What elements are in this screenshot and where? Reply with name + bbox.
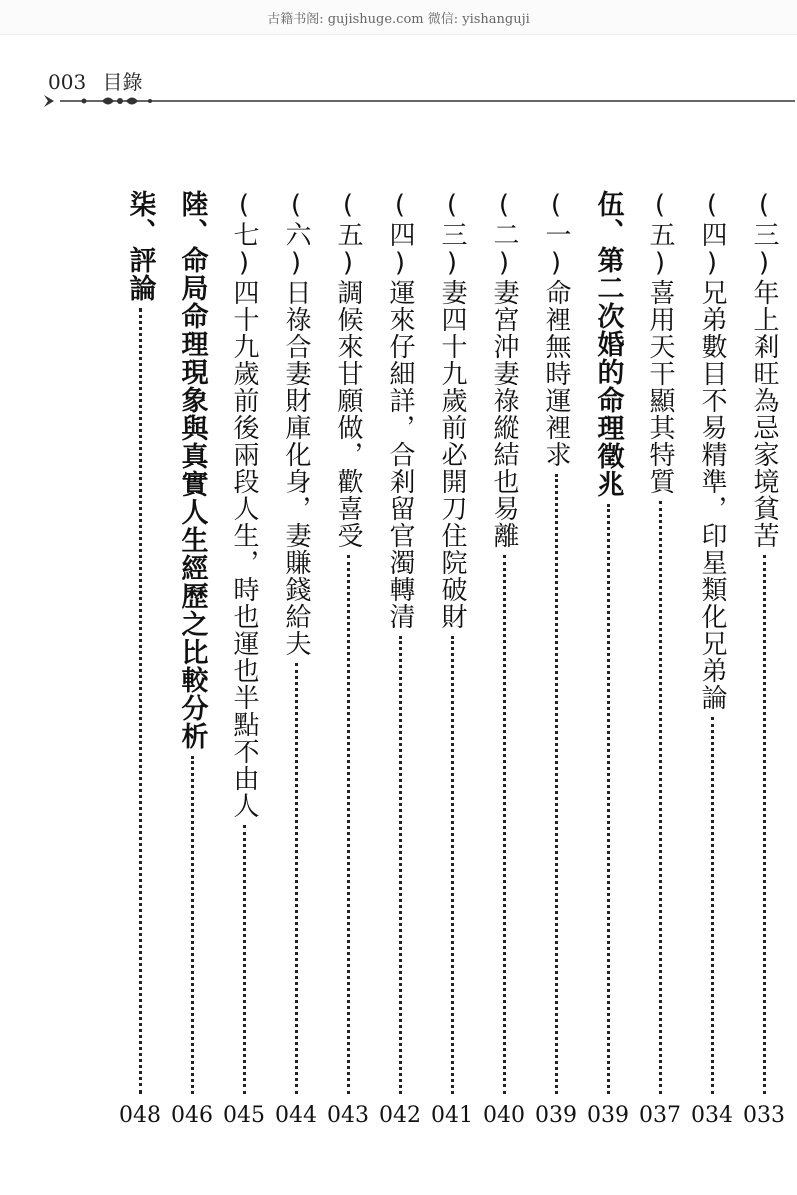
page-number: 003 bbox=[48, 70, 87, 94]
toc-page-number: 048 bbox=[119, 1103, 161, 1128]
toc-entry[interactable] bbox=[738, 190, 790, 1128]
leader-dots bbox=[503, 555, 506, 1094]
leader-dots bbox=[451, 636, 454, 1094]
toc-entry[interactable] bbox=[374, 190, 426, 1128]
leader-dots bbox=[659, 501, 662, 1094]
toc-page-number: 044 bbox=[275, 1103, 317, 1128]
toc-entry[interactable] bbox=[634, 190, 686, 1128]
toc-entry-title: 柒、評論 bbox=[124, 190, 156, 302]
leader-dots bbox=[711, 717, 714, 1094]
leader-dots bbox=[243, 825, 246, 1094]
leader-dots bbox=[347, 555, 350, 1094]
leader-dots bbox=[399, 636, 402, 1094]
leader-dots bbox=[555, 474, 558, 1094]
toc-entry[interactable] bbox=[166, 190, 218, 1128]
toc-entry-title: (五)喜用天干顯其特質 bbox=[645, 190, 675, 495]
toc-page-number: 039 bbox=[535, 1103, 577, 1128]
toc-entry[interactable] bbox=[426, 190, 478, 1128]
page-title: 目錄 bbox=[102, 70, 143, 94]
toc-entry[interactable] bbox=[322, 190, 374, 1128]
toc-entry-title: (七)四十九歲前後兩段人生，時也運也半點不由人 bbox=[229, 190, 259, 819]
toc-entry[interactable] bbox=[478, 190, 530, 1128]
leader-dots bbox=[139, 308, 142, 1094]
toc-entry[interactable] bbox=[270, 190, 322, 1128]
toc-entry[interactable] bbox=[686, 190, 738, 1128]
toc-entry-title: (三)妻四十九歲前必開刀住院破財 bbox=[437, 190, 467, 630]
toc-page-number: 040 bbox=[483, 1103, 525, 1128]
toc-entry-title: (一)命裡無時運裡求 bbox=[541, 190, 571, 468]
watermark-bar bbox=[0, 0, 797, 35]
toc-page-number: 046 bbox=[171, 1103, 213, 1128]
watermark-text: 古籍书阁: gujishuge.com 微信: yishanguji bbox=[267, 12, 530, 27]
toc-entry-title: 伍、第二次婚的命理徵兆 bbox=[592, 190, 624, 498]
toc-entry-title: (二)妻宮沖妻祿縱結也易離 bbox=[489, 190, 519, 549]
toc-page-number: 045 bbox=[223, 1103, 265, 1128]
leader-dots bbox=[295, 663, 298, 1094]
toc-page-number: 034 bbox=[691, 1103, 733, 1128]
leader-dots bbox=[607, 504, 610, 1094]
toc-entry[interactable] bbox=[582, 190, 634, 1128]
toc-entry-title: (三)年上剎旺為忌家境貧苦 bbox=[749, 190, 779, 549]
toc-entry[interactable] bbox=[114, 190, 166, 1128]
toc-page-number: 033 bbox=[743, 1103, 785, 1128]
leader-dots bbox=[763, 555, 766, 1094]
toc-entry[interactable] bbox=[530, 190, 582, 1128]
toc-page-number: 037 bbox=[639, 1103, 681, 1128]
ornamental-rule bbox=[40, 90, 797, 112]
leader-dots bbox=[191, 756, 194, 1094]
toc-entry-title: (六)日祿合妻財庫化身，妻賺錢給夫 bbox=[281, 190, 311, 657]
toc-entry-title: (四)運來仔細詳，合剎留官濁轉清 bbox=[385, 190, 415, 630]
toc-page-number: 043 bbox=[327, 1103, 369, 1128]
table-of-contents bbox=[70, 190, 790, 1128]
toc-entry-title: (五)調候來甘願做，歡喜受 bbox=[333, 190, 363, 549]
toc-entry[interactable] bbox=[218, 190, 270, 1128]
toc-entry-title: 陸、命局命理現象與真實人生經歷之比較分析 bbox=[176, 190, 208, 750]
toc-page-number: 042 bbox=[379, 1103, 421, 1128]
toc-page-number: 041 bbox=[431, 1103, 473, 1128]
toc-page-number: 039 bbox=[587, 1103, 629, 1128]
toc-entry-title: (四)兄弟數目不易精準，印星類化兄弟論 bbox=[697, 190, 727, 711]
